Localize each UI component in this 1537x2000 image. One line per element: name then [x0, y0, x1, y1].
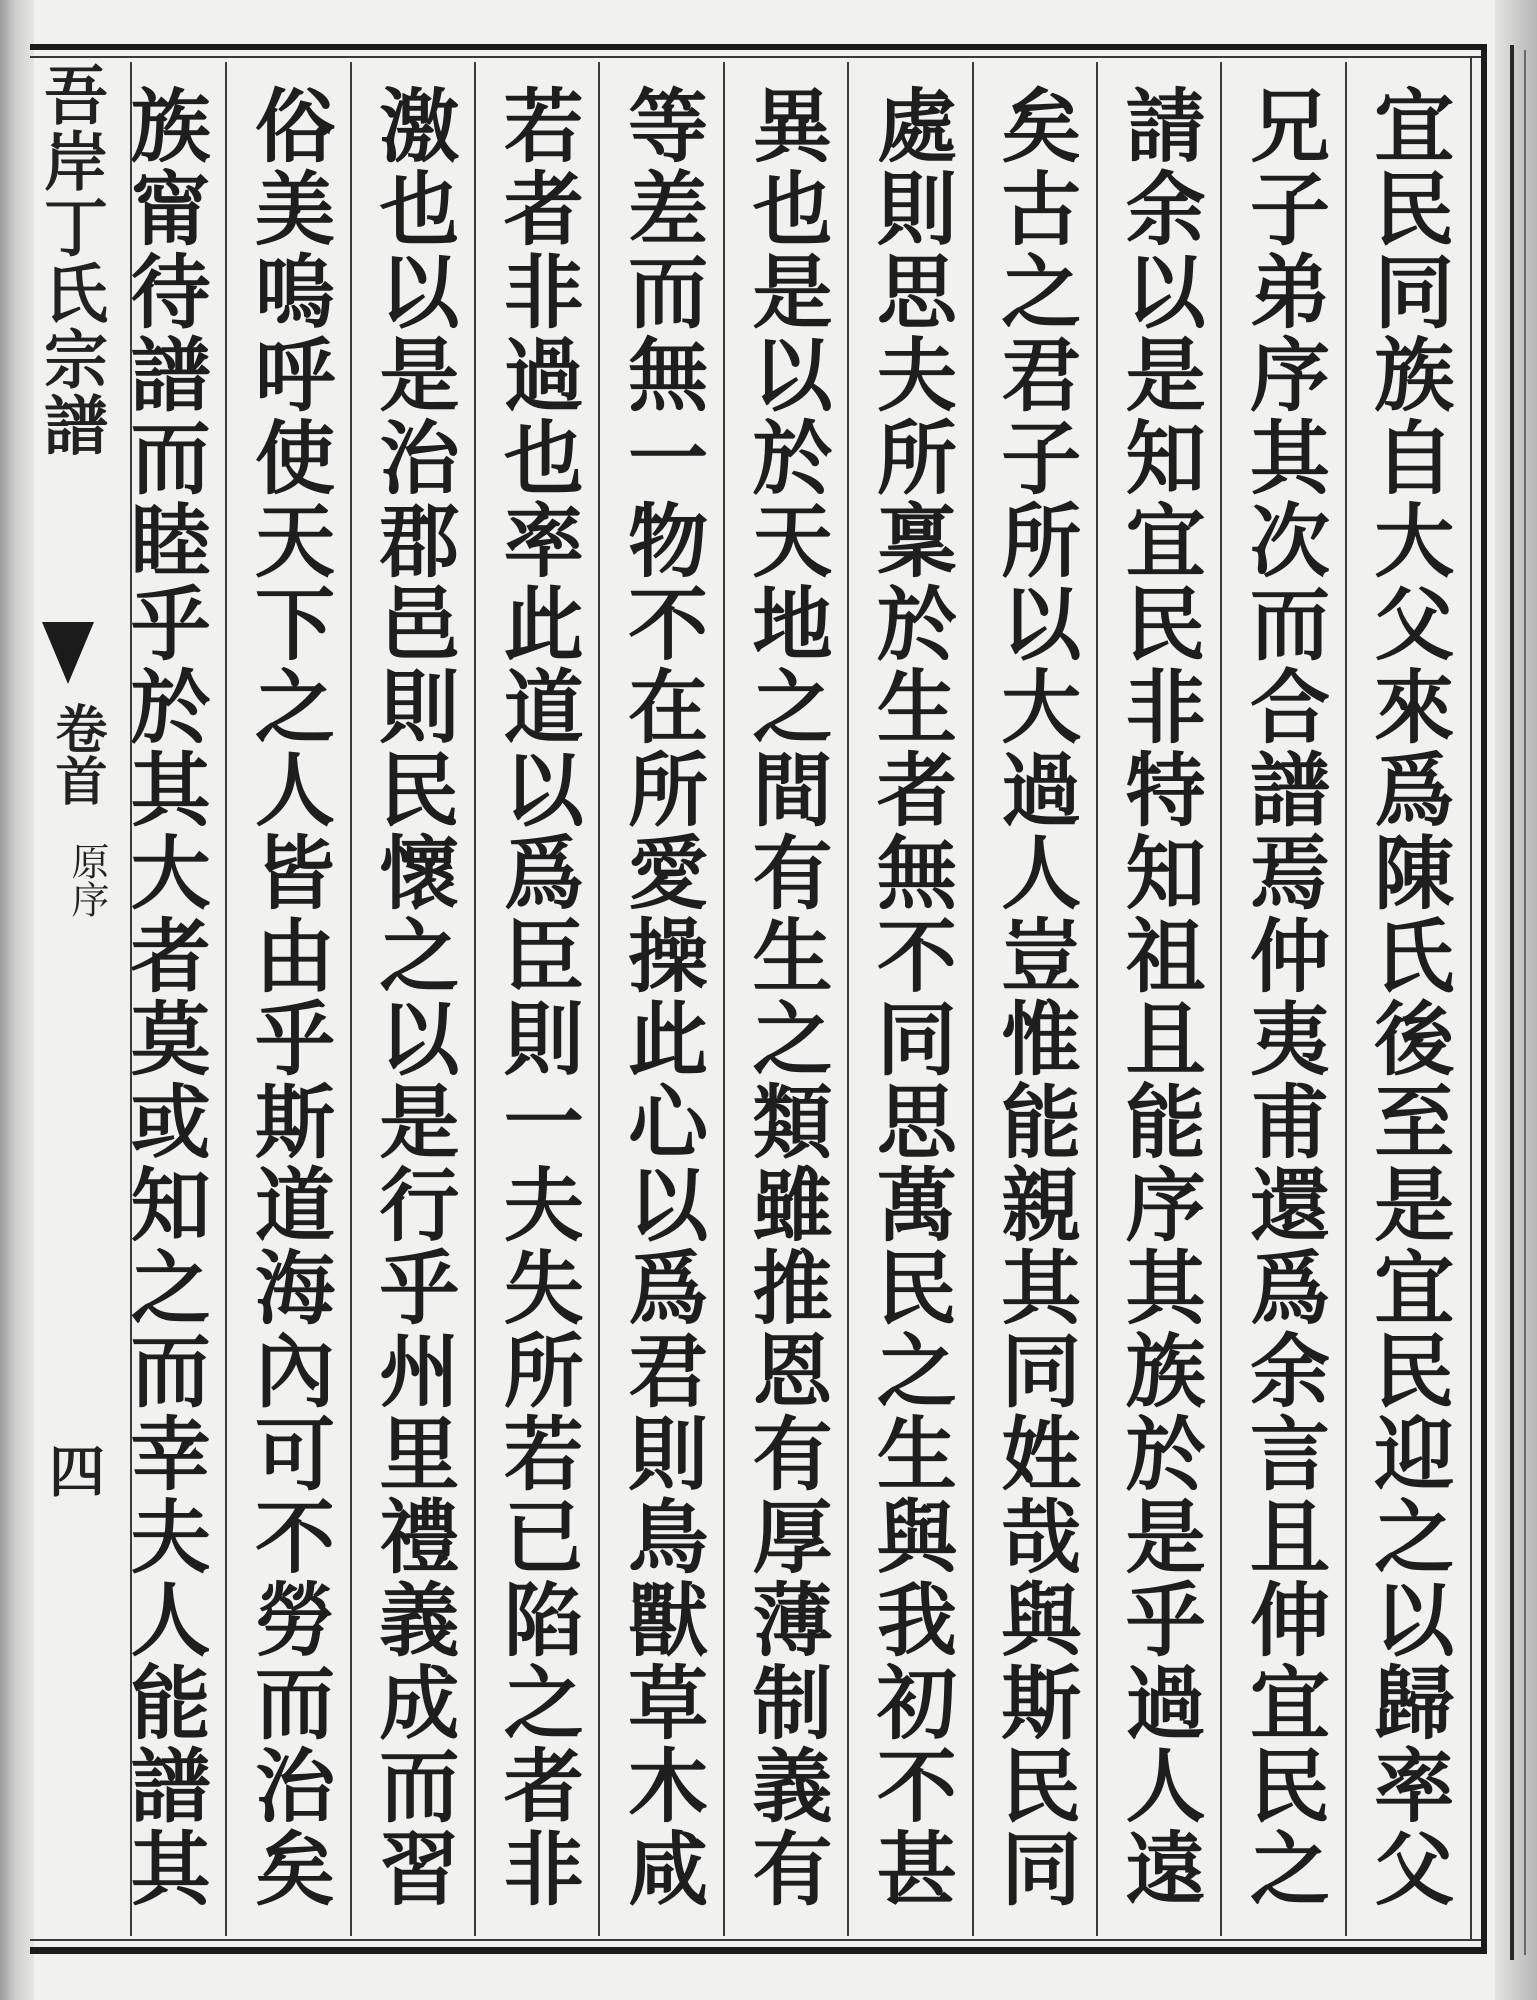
column-text: 請余以是知宜民非特知祖且能序其族於是乎過人遠: [1112, 84, 1207, 1910]
column-text: 若者非過也率此道以爲臣則一夫失所若已陷之者非: [490, 84, 585, 1910]
column-rule: [474, 62, 476, 1936]
page-edge-right: [1495, 0, 1537, 2000]
column-text: 處則思夫所稟於生者無不同思萬民之生與我初不甚: [863, 84, 958, 1910]
text-column-3: [1097, 62, 1221, 1936]
section-label: 原序: [65, 842, 109, 918]
column-text: 俗美嗚呼使天下之人皆由乎斯道海內可不勞而治矣: [241, 84, 336, 1910]
column-rule: [225, 62, 227, 1936]
column-rule: [1096, 62, 1098, 1936]
border-inner-bottom: [30, 1939, 1481, 1941]
text-column-11: [102, 62, 226, 1936]
column-rule: [598, 62, 600, 1936]
column-rule: [1220, 62, 1222, 1936]
column-rule: [972, 62, 974, 1936]
column-rule: [847, 62, 849, 1936]
text-column-5: [848, 62, 972, 1936]
next-page-rule-thin: [1524, 50, 1526, 1955]
text-column-10: [226, 62, 350, 1936]
column-rule: [1345, 62, 1347, 1936]
column-text: 族甯待譜而睦乎於其大者莫或知之而幸夫人能譜其: [117, 84, 212, 1910]
column-text: 兄子弟序其次而合譜焉仲夷甫還爲余言且伸宜民之: [1236, 84, 1331, 1910]
column-text: 激也以是治郡邑則民懷之以是行乎州里禮義成而習: [365, 84, 460, 1910]
folio-number: 四: [40, 1442, 106, 1498]
binding-shadow-left: [0, 0, 34, 2000]
text-column-1: [1346, 62, 1470, 1936]
text-column-6: [724, 62, 848, 1936]
column-text: 宜民同族自大父來爲陳氏後至是宜民迎之以歸率父: [1360, 84, 1455, 1910]
page-margin-column: [30, 62, 109, 1936]
border-inner-right: [1470, 56, 1472, 1941]
book-title: 吾岸丁氏宗譜: [33, 62, 108, 458]
text-column-8: [475, 62, 599, 1936]
column-text: 矣古之君子所以大過人豈惟能親其同姓哉與斯民同: [987, 84, 1082, 1910]
text-column-9: [351, 62, 475, 1936]
next-page-rule: [1510, 45, 1514, 1960]
text-column-4: [973, 62, 1097, 1936]
text-column-7: [599, 62, 723, 1936]
column-rule: [350, 62, 352, 1936]
column-text: 異也是以於天地之間有生之類雖推恩有厚薄制義有: [738, 84, 833, 1910]
fishtail-mark: [42, 622, 94, 684]
border-inner-top: [30, 56, 1481, 58]
text-column-2: [1221, 62, 1345, 1936]
column-text: 等差而無一物不在所愛操此心以爲君則鳥獸草木咸: [614, 84, 709, 1910]
column-rule: [723, 62, 725, 1936]
volume-label: 卷首: [46, 702, 107, 806]
